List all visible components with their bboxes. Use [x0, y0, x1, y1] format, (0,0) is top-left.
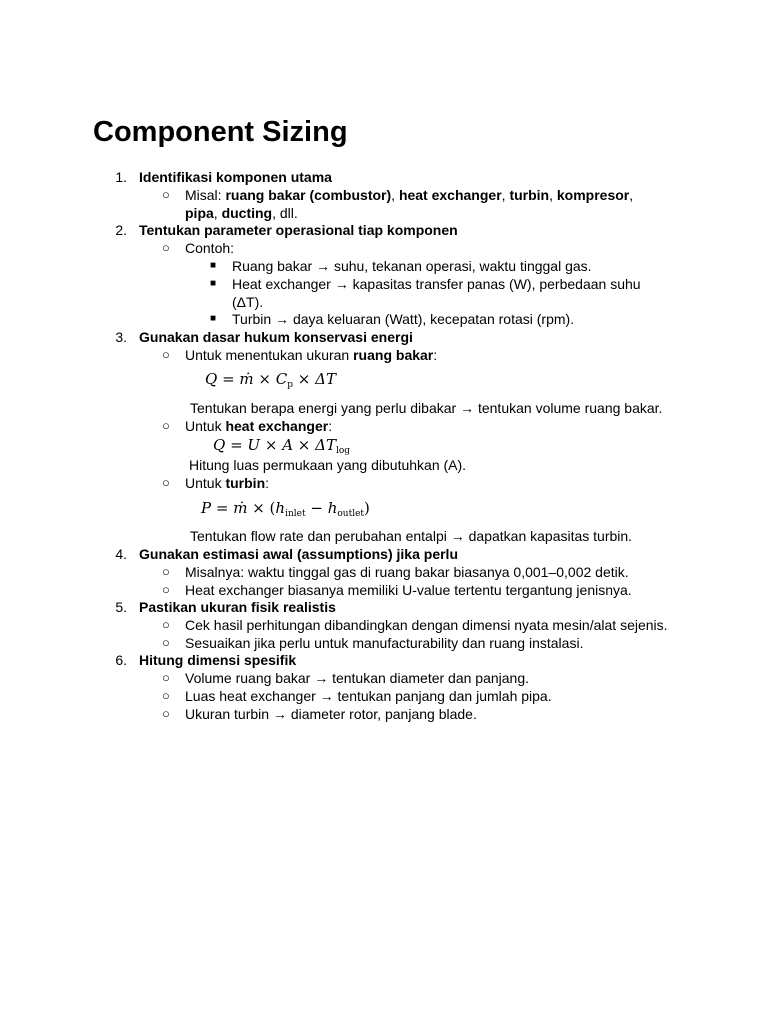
list-heading: Gunakan dasar hukum konservasi energi	[139, 329, 413, 345]
circle-bullet-icon: ○	[162, 688, 170, 703]
list-number: 4.	[115, 546, 127, 562]
circle-bullet-icon: ○	[162, 187, 170, 202]
list-item: Volume ruang bakar → tentukan diameter dan panjang.	[185, 670, 530, 686]
heat-transfer-formula: $Q = U \times A \times \Delta T_{log}$	[213, 436, 351, 456]
circle-bullet-icon: ○	[162, 564, 170, 579]
circle-bullet-icon: ○	[162, 418, 170, 433]
circle-bullet-icon: ○	[162, 617, 170, 632]
list-number: 6.	[115, 652, 127, 668]
list-item: Untuk heat exchanger:	[185, 418, 333, 434]
circle-bullet-icon: ○	[162, 240, 170, 255]
list-subitem: Ruang bakar → suhu, tekanan operasi, waktu tinggal gas.	[232, 258, 592, 274]
list-number: 3.	[115, 329, 127, 345]
list-item: Luas heat exchanger → tentukan panjang dan jumlah pipa.	[185, 688, 552, 704]
list-item: Ukuran turbin → diameter rotor, panjang blade.	[185, 706, 477, 722]
list-heading: Identifikasi komponen utama	[139, 169, 332, 185]
list-item: Untuk turbin:	[185, 475, 270, 491]
circle-bullet-icon: ○	[162, 582, 170, 597]
list-heading: Tentukan parameter operasional tiap komponen	[139, 222, 458, 238]
list-item: Heat exchanger biasanya memiliki U-value tertentu tergantung jenisnya.	[185, 582, 632, 598]
circle-bullet-icon: ○	[162, 347, 170, 362]
list-item: Contoh:	[185, 240, 235, 256]
list-item: Cek hasil perhitungan dibandingkan dengan dimensi nyata mesin/alat sejenis.	[185, 617, 668, 633]
list-item: Misal: ruang bakar (combustor), heat exchanger, turbin, kompresor,	[185, 187, 634, 203]
list-number: 5.	[115, 599, 127, 615]
formula-note: Hitung luas permukaan yang dibutuhkan (A).	[189, 457, 467, 473]
list-subitem: Turbin → daya keluaran (Watt), kecepatan rotasi (rpm).	[232, 311, 575, 327]
energy-formula: Q = ṁ × $C_p \times \Delta T$	[205, 370, 336, 390]
square-bullet-icon: ■	[210, 260, 217, 271]
list-heading: Hitung dimensi spesifik	[139, 652, 297, 668]
list-item: Sesuaikan jika perlu untuk manufacturability dan ruang instalasi.	[185, 635, 584, 651]
turbine-power-formula: P = ṁ × $(h_{inlet} - h_{outlet})$	[201, 499, 370, 519]
list-number: 2.	[115, 222, 127, 238]
list-item-continuation: pipa, ducting, dll.	[185, 205, 298, 221]
formula-note: Tentukan berapa energi yang perlu dibakar → tentukan volume ruang bakar.	[190, 400, 663, 416]
square-bullet-icon: ■	[210, 313, 217, 324]
circle-bullet-icon: ○	[162, 635, 170, 650]
list-item: Misalnya: waktu tinggal gas di ruang bakar biasanya 0,001–0,002 detik.	[185, 564, 629, 580]
circle-bullet-icon: ○	[162, 670, 170, 685]
circle-bullet-icon: ○	[162, 706, 170, 721]
circle-bullet-icon: ○	[162, 475, 170, 490]
list-number: 1.	[115, 169, 127, 185]
list-heading: Gunakan estimasi awal (assumptions) jika perlu	[139, 546, 458, 562]
list-item: Untuk menentukan ukuran ruang bakar:	[185, 347, 438, 363]
square-bullet-icon: ■	[210, 278, 217, 289]
formula-note: Tentukan flow rate dan perubahan entalpi → dapatkan kapasitas turbin.	[190, 528, 633, 544]
list-subitem: Heat exchanger → kapasitas transfer panas (W), perbedaan suhu	[232, 276, 641, 292]
list-heading: Pastikan ukuran fisik realistis	[139, 599, 336, 615]
list-subitem-continuation: (ΔT).	[232, 294, 264, 310]
page-title: Component Sizing	[93, 116, 348, 148]
